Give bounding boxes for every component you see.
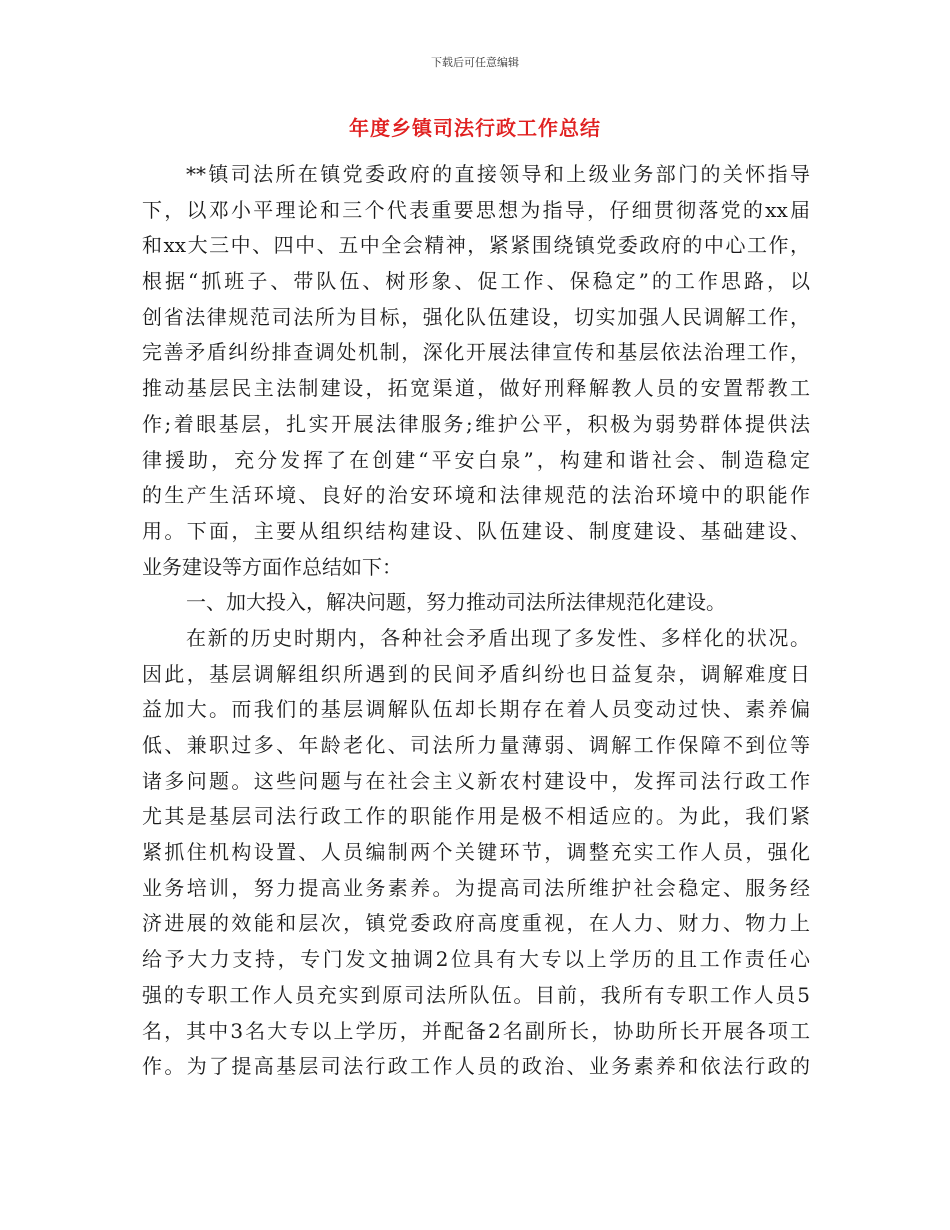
text-line: 因此，基层调解组织所遇到的民间矛盾纠纷也日益复杂，调解难度日 xyxy=(142,661,810,686)
text-line: **镇司法所在镇党委政府的直接领导和上级业务部门的关怀指导 xyxy=(186,162,810,186)
text-line: 的生产生活环境、良好的治安环境和法律规范的法治环境中的职能作 xyxy=(142,483,810,508)
text-line: 低、兼职过多、年龄老化、司法所力量薄弱、调解工作保障不到位等 xyxy=(142,733,810,757)
text-line: 诸多问题。这些问题与在社会主义新农村建设中，发挥司法行政工作 xyxy=(142,768,810,793)
text-line: 名，其中3名大专以上学历，并配备2名副所长，协助所长开展各项工 xyxy=(142,1018,810,1043)
text-line: 下，以邓小平理论和三个代表重要思想为指导，仔细贯彻落党的xx届 xyxy=(142,197,810,222)
document-body xyxy=(142,157,810,1085)
text-line: 创省法律规范司法所为目标，强化队伍建设，切实加强人民调解工作， xyxy=(142,304,810,329)
section-heading: 一、加大投入，解决问题，努力推动司法所法律规范化建设。 xyxy=(186,590,726,615)
text-line: 和xx大三中、四中、五中全会精神，紧紧围绕镇党委政府的中心工作， xyxy=(142,233,810,258)
text-line: 济进展的效能和层次，镇党委政府高度重视，在人力、财力、物力上 xyxy=(142,911,810,936)
text-line: 给予大力支持，专门发文抽调2位具有大专以上学历的且工作责任心 xyxy=(142,947,810,972)
text-line: 推动基层民主法制建设，拓宽渠道，做好刑释解教人员的安置帮教工 xyxy=(142,376,810,401)
text-line: 律援助，充分发挥了在创建“平安白泉”，构建和谐社会、制造稳定 xyxy=(142,447,810,472)
text-line: 在新的历史时期内，各种社会矛盾出现了多发性、多样化的状况。 xyxy=(186,625,810,650)
text-line: 作。为了提高基层司法行政工作人员的政治、业务素养和依法行政的 xyxy=(142,1054,810,1079)
text-line: 业务培训，努力提高业务素养。为提高司法所维护社会稳定、服务经 xyxy=(142,875,810,900)
text-line: 业务建设等方面作总结如下： xyxy=(142,554,402,579)
text-line: 益加大。而我们的基层调解队伍却长期存在着人员变动过快、素养偏 xyxy=(142,697,810,722)
text-line: 强的专职工作人员充实到原司法所队伍。目前，我所有专职工作人员5 xyxy=(142,982,810,1007)
text-line: 用。下面，主要从组织结构建设、队伍建设、制度建设、基础建设、 xyxy=(142,518,810,543)
text-line: 作;着眼基层，扎实开展法律服务;维护公平，积极为弱势群体提供法 xyxy=(142,411,810,436)
document-title: 年度乡镇司法行政工作总结 xyxy=(349,116,601,140)
text-line: 完善矛盾纠纷排查调处机制，深化开展法律宣传和基层依法治理工作， xyxy=(142,340,810,365)
text-line: 尤其是基层司法行政工作的职能作用是极不相适应的。为此，我们紧 xyxy=(142,804,810,829)
text-line: 紧抓住机构设置、人员编制两个关键环节，调整充实工作人员，强化 xyxy=(142,840,810,865)
text-line: 根据“抓班子、带队伍、树形象、促工作、保稳定”的工作思路，以 xyxy=(142,269,810,294)
header-note: 下载后可任意编辑 xyxy=(431,56,519,69)
